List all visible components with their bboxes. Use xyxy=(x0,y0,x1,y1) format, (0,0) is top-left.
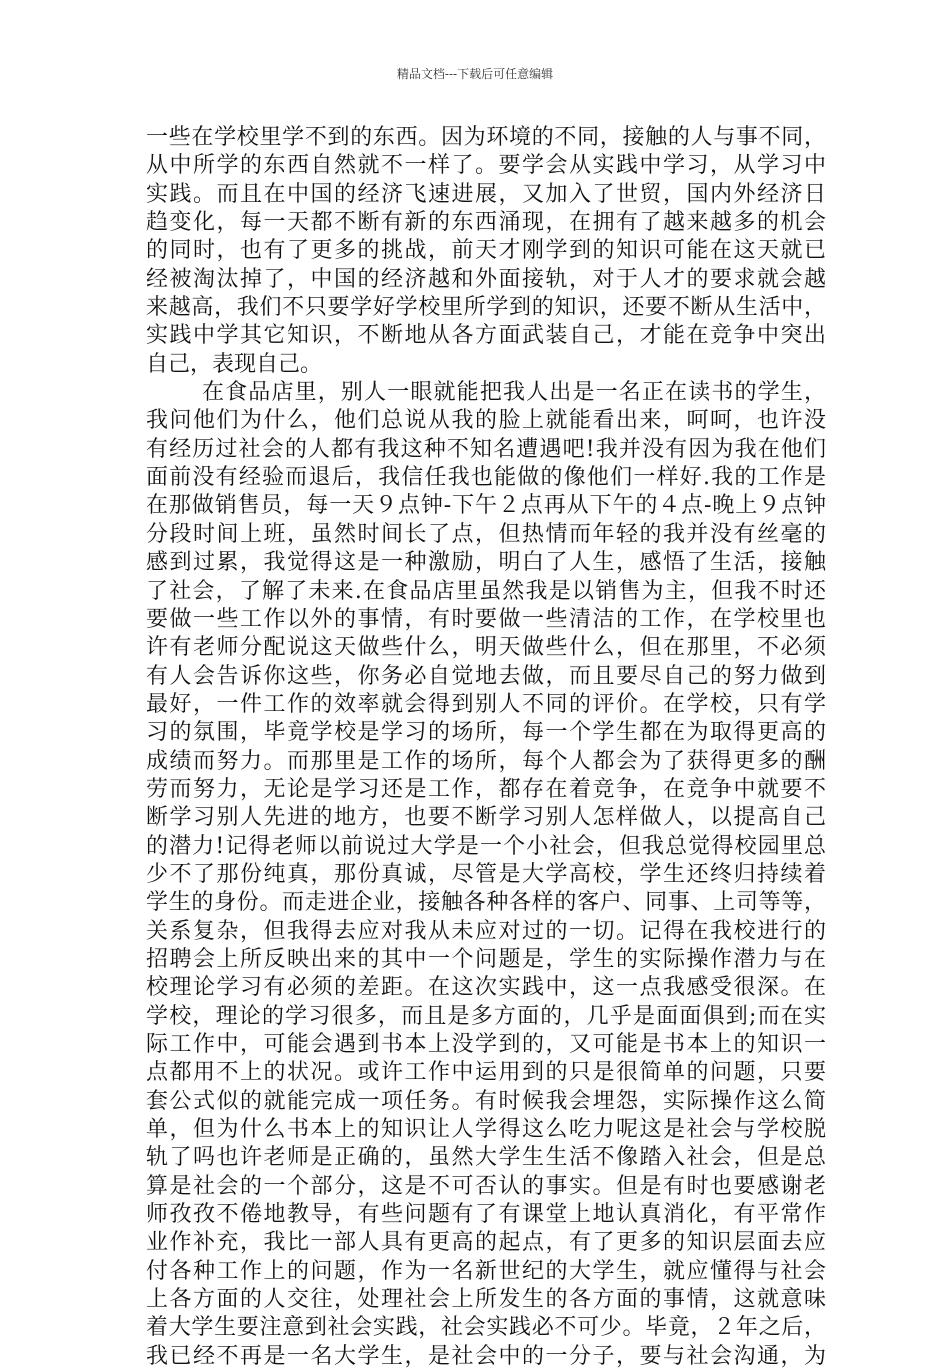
text-line: 轨了吗也许老师是正确的，虽然大学生生活不像踏入社会，但是总 xyxy=(146,1145,826,1171)
text-line: 招聘会上所反映出来的其中一个问题是，学生的实际操作潜力与在 xyxy=(146,946,826,972)
document-body xyxy=(146,124,826,1371)
text-line: 在食品店里，别人一眼就能把我人出是一名正在读书的学生， xyxy=(202,380,826,406)
text-line: 来越高，我们不只要学好学校里所学到的知识，还要不断从生活中， xyxy=(146,295,826,321)
text-line: 实践中学其它知识，不断地从各方面武装自己，才能在竞争中突出 xyxy=(146,323,826,349)
text-line: 要做一些工作以外的事情，有时要做一些清洁的工作，在学校里也 xyxy=(146,606,826,632)
text-line: 付各种工作上的问题，作为一名新世纪的大学生，就应懂得与社会 xyxy=(146,1258,826,1284)
text-line: 着大学生要注意到社会实践，社会实践必不可少。毕竟，２年之后， xyxy=(146,1315,826,1341)
text-line: 际工作中，可能会遇到书本上没学到的，又可能是书本上的知识一 xyxy=(146,1032,826,1057)
text-line: 面前没有经验而退后，我信任我也能做的像他们一样好.我的工作是 xyxy=(146,465,826,491)
text-line: 最好，一件工作的效率就会得到别人不同的评价。在学校，只有学 xyxy=(146,691,826,717)
text-line: 算是社会的一个部分，这是不可否认的事实。但是有时也要感谢老 xyxy=(146,1173,826,1199)
text-line: 的潜力!记得老师以前说过大学是一个小社会，但我总觉得校园里总 xyxy=(146,833,826,859)
text-line: 我已经不再是一名大学生，是社会中的一分子，要与社会沟通，为 xyxy=(146,1343,826,1369)
text-line: 经被淘汰掉了，中国的经济越和外面接轨，对于人才的要求就会越 xyxy=(146,266,826,292)
text-line: 关系复杂，但我得去应对我从未应对过的一切。记得在我校进行的 xyxy=(146,918,826,944)
text-line: 我问他们为什么，他们总说从我的脸上就能看出来，呵呵，也许没 xyxy=(146,408,826,434)
page-header: 精品文档---下载后可任意编辑 xyxy=(396,67,554,81)
paragraph-2 xyxy=(146,379,826,1371)
text-line: 感到过累，我觉得这是一种激励，明白了人生，感悟了生活，接触 xyxy=(146,550,826,576)
text-line: 一些在学校里学不到的东西。因为环境的不同，接触的人与事不同， xyxy=(146,125,826,150)
text-line: 了社会，了解了未来.在食品店里虽然我是以销售为主，但我不时还 xyxy=(146,578,826,604)
text-line: 师孜孜不倦地教导，有些问题有了有课堂上地认真消化，有平常作 xyxy=(146,1202,826,1228)
text-line: 业作补充，我比一部人具有更高的起点，有了更多的知识层面去应 xyxy=(146,1230,826,1256)
text-line: 的同时，也有了更多的挑战，前天才刚学到的知识可能在这天就已 xyxy=(146,238,826,264)
text-line: 在那做销售员，每一天９点钟-下午２点再从下午的４点-晚上９点钟 xyxy=(146,493,826,519)
text-line: 分段时间上班，虽然时间长了点，但热情而年轻的我并没有丝毫的 xyxy=(146,521,826,547)
text-line: 校理论学习有必须的差距。在这次实践中，这一点我感受很深。在 xyxy=(146,975,826,1001)
paragraph-1 xyxy=(146,124,826,379)
text-line: 有经历过社会的人都有我这种不知名遭遇吧!我并没有因为我在他们 xyxy=(146,436,826,462)
text-line: 自己，表现自己。 xyxy=(146,351,323,377)
text-line: 单，但为什么书本上的知识让人学得这么吃力呢这是社会与学校脱 xyxy=(146,1117,826,1143)
text-line: 上各方面的人交往，处理社会上所发生的各方面的事情，这就意味 xyxy=(146,1287,826,1313)
text-line: 断学习别人先进的地方，也要不断学习别人怎样做人，以提高自己 xyxy=(146,805,826,831)
text-line: 实践。而且在中国的经济飞速进展，又加入了世贸，国内外经济日 xyxy=(146,181,826,207)
text-line: 成绩而努力。而那里是工作的场所，每个人都会为了获得更多的酬 xyxy=(146,748,826,774)
text-line: 习的氛围，毕竟学校是学习的场所，每一个学生都在为取得更高的 xyxy=(146,720,826,746)
text-line: 趋变化，每一天都不断有新的东西涌现，在拥有了越来越多的机会 xyxy=(146,210,826,236)
text-line: 劳而努力，无论是学习还是工作，都存在着竞争，在竞争中就要不 xyxy=(146,776,826,802)
text-line: 套公式似的就能完成一项任务。有时候我会埋怨，实际操作这么简 xyxy=(146,1088,826,1114)
text-line: 学校，理论的学习很多，而且是多方面的，几乎是面面俱到;而在实 xyxy=(146,1003,826,1029)
text-line: 点都用不上的状况。或许工作中运用到的只是很简单的问题，只要 xyxy=(146,1060,826,1086)
text-line: 少不了那份纯真，那份真诚，尽管是大学高校，学生还终归持续着 xyxy=(146,861,826,887)
text-line: 学生的身份。而走进企业，接触各种各样的客户、同事、上司等等， xyxy=(146,890,826,916)
text-line: 有人会告诉你这些，你务必自觉地去做，而且要尽自己的努力做到 xyxy=(146,663,826,689)
text-line: 从中所学的东西自然就不一样了。要学会从实践中学习，从学习中 xyxy=(146,153,826,179)
text-line: 许有老师分配说这天做些什么，明天做些什么，但在那里，不必须 xyxy=(146,635,826,661)
